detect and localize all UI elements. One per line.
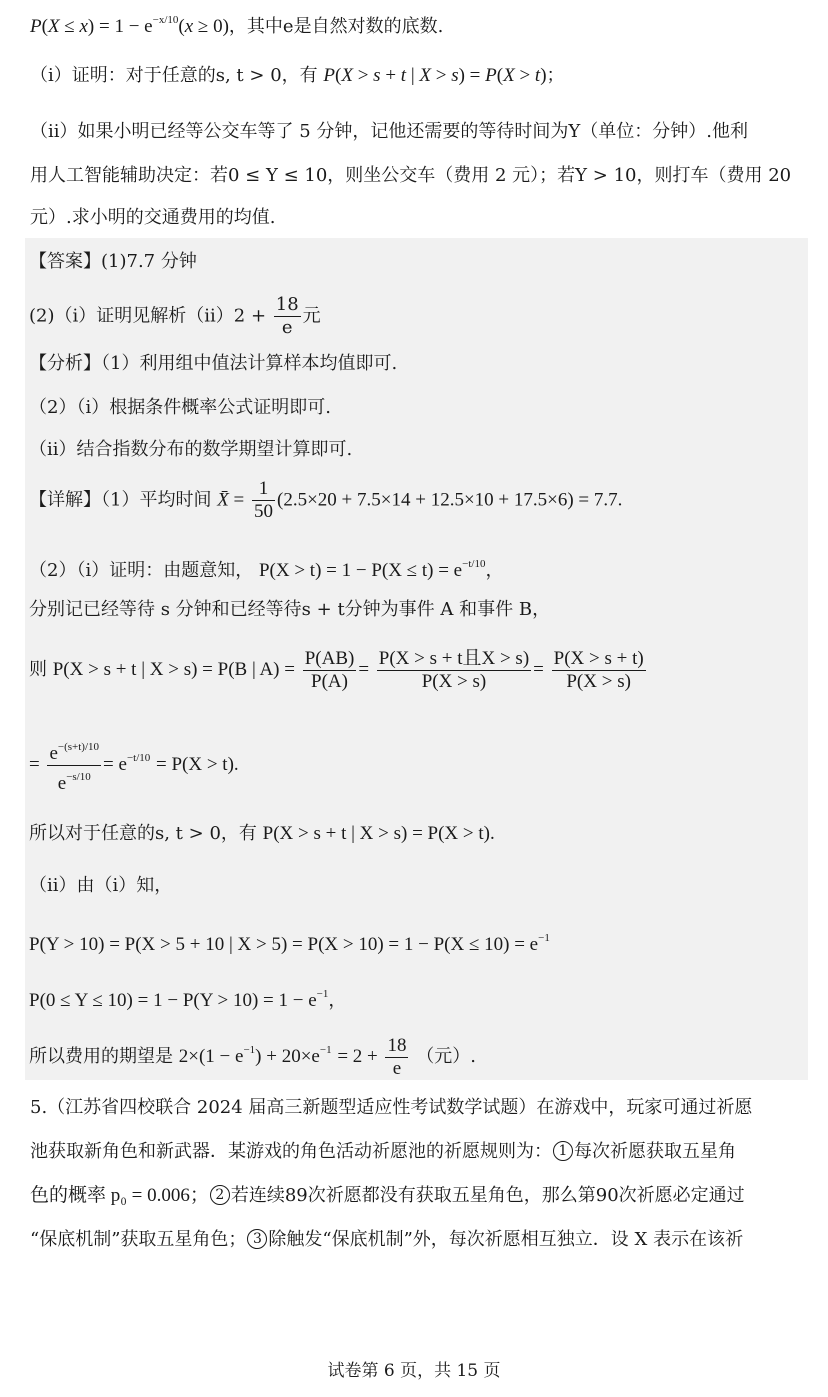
problem5-line-1: 5.（江苏省四校联合 2024 届高三新题型适应性考试数学试题）在游戏中，玩家可通过祈愿	[30, 1097, 753, 1118]
problem5-line4a-text: “保底机制”获取五星角色；	[30, 1229, 247, 1250]
cond-frac-3: $\frac{P(X > s + t)}{P(X > s)}$	[553, 647, 644, 692]
problem5-line3b-text: 若连续89次祈愿都没有获取五星角色，那么第90次祈愿必定通过	[230, 1185, 745, 1206]
part-ii-line-3: 元）.求小明的交通费用的均值.	[30, 207, 276, 228]
problem5-line-3	[30, 1182, 745, 1210]
page-footer: 试卷第 6 页，共 15 页	[327, 1361, 501, 1381]
cond-frac-1: $\frac{P(AB)}{P(A)}$	[304, 647, 355, 692]
answer2-den: e	[281, 317, 293, 338]
answer2-unit: 元	[302, 305, 321, 327]
expect-fraction: $\frac{18}{e}$	[387, 1034, 407, 1079]
problem5-line-2	[30, 1138, 736, 1166]
detail-line-2: （2）（i）证明：由题意知， $P(X > t) = 1 - P(X \le t) = e^{-t/10}$，	[29, 558, 504, 581]
analysis-line-3: （ii）结合指数分布的数学期望计算即可.	[29, 439, 353, 460]
expect-unit: （元）.	[416, 1046, 476, 1067]
exp-result: = P(X > t).	[156, 754, 239, 775]
answer2-prefix: (2)（i）证明见解析（ii）2 +	[29, 305, 267, 327]
py-gt-expr: P(Y > 10) = P(X > 5 + 10 | X > 5) = P(X > 10) = 1 − P(X ≤ 10) = e	[29, 934, 539, 955]
conclusion-expr: P(X > s + t | X > s) = P(X > t).	[262, 823, 495, 844]
conclusion-prefix: 所以对于任意的s, t > 0，有	[29, 823, 257, 844]
part-i-prefix: （i）证明：对于任意的s, t > 0，有	[30, 65, 318, 86]
analysis-line-1: 【分析】（1）利用组中值法计算样本均值即可.	[29, 353, 398, 374]
expect-tail: = 2 +	[337, 1046, 378, 1067]
problem5-line3a-text: 色的概率 p₀ = 0.006；	[30, 1185, 209, 1206]
cdf-formula-line: $P(X \le x) = 1 - e^{-x/10}(x \ge 0)$，其中e是自然对数的底数.	[30, 14, 444, 37]
answer-line-1: 【答案】(1)7.7 分钟	[29, 251, 197, 272]
cond-prefix: 则	[29, 659, 47, 680]
expect-mid: ) + 20×e	[255, 1046, 320, 1067]
py-gt-line: P(Y > 10) = P(X > 5 + 10 | $X > 5) = P(X > 10) = 1 - P(X \le 10) = e^{-1}$	[29, 932, 550, 955]
part-ii-line-2: 用人工智能辅助决定：若0 ≤ Y ≤ 10，则坐公交车（费用 2 元）；若Y > 10，则打车（费用 20	[30, 165, 792, 186]
analysis-line-2: （2）（i）根据条件概率公式证明即可.	[29, 397, 331, 418]
exponent-ratio-line: = $\frac{e^{-(s+t)/10}}{e^{-s/10}}$ = $e^{-t/10} = P(X > t)$.	[29, 732, 239, 795]
ii-intro-line: （ii）由（i）知，	[29, 875, 173, 896]
cond-frac-2: $\frac{\text{P(X > s + t且X > s)}}{P(X > s)}$	[378, 647, 530, 692]
cond-expr: P(X > s + t | X > s) = P(B | A) =	[52, 659, 295, 680]
circled-number-3: 3	[247, 1229, 267, 1249]
py-le-line: $P(0 \le Y \le 10) = 1 - P(Y > 10) = 1 - e^{-1}$，	[29, 988, 347, 1011]
detail1-prefix: 【详解】（1）平均时间	[29, 489, 212, 511]
part-ii-line-1: （ii）如果小明已经等公交车等了 5 分钟，记他还需要的等待时间为Y（单位：分钟）.他利	[30, 121, 749, 142]
answer2-fraction	[274, 294, 301, 339]
part-i-line: （i）证明：对于任意的s, t > 0，有 P(X > s + t | X > s) = P(X > t)；	[30, 65, 565, 86]
problem5-line2b-text: 每次祈愿获取五星角	[574, 1141, 736, 1162]
problem5-line-4	[30, 1226, 743, 1254]
detail-line-1: 【详解】（1）平均时间 X̄ = $\frac{1}{50}$ (2.5×20 + 7.5×14 + 12.5×10 + 17.5×6) = 7.7.	[29, 478, 623, 522]
circled-number-1: 1	[553, 1141, 573, 1161]
conclusion-line	[29, 820, 495, 848]
expectation-line: 所以费用的期望是 $2\times(1 - e^{-1}) + 20\times e^{-1} = 2$ + $\frac{18}{e}$ （元）.	[29, 1034, 476, 1079]
detail1-fraction: $\frac{1}{50}$	[254, 478, 273, 522]
answer-line-2	[29, 294, 321, 339]
detail2-prefix: （2）（i）证明：由题意知，	[29, 560, 254, 581]
cdf-tail-text: ，其中e是自然对数的底数.	[228, 16, 444, 37]
events-line: 分别记已经等待 s 分钟和已经等待s + t分钟为事件 A 和事件 B，	[29, 599, 551, 620]
expect-expr: 2×(1 − e	[178, 1046, 244, 1067]
solution-box	[25, 238, 808, 1080]
problem5-line2-text: 池获取新角色和新武器．某游戏的角色活动祈愿池的祈愿规则为：	[30, 1141, 552, 1162]
expect-prefix: 所以费用的期望是	[29, 1046, 173, 1067]
exp-fraction: $\frac{e^{-(s+t)/10}}{e^{-s/10}}$	[47, 736, 101, 795]
detail1-expr: (2.5×20 + 7.5×14 + 12.5×10 + 17.5×6) = 7.7.	[277, 489, 623, 511]
problem5-line4b-text: 除触发“保底机制”外，每次祈愿相互独立．设 X 表示在该祈	[268, 1229, 744, 1250]
detail2-expr: P(X > t) = 1 − P(X ≤ t) = e	[258, 560, 463, 581]
py-le-expr: P(0 ≤ Y ≤ 10) = 1 − P(Y > 10) = 1 − e	[29, 990, 317, 1011]
circled-number-2: 2	[210, 1185, 230, 1205]
conditional-line: 则 P(X > s + t | X > s) = P(B | A) = $\frac{P(AB)}{P(A)}$ = $\frac{\text{P(X > s + t且X > s)}}{P(X > s)}$ = $\frac{P(X > s + t)}{P(X > s)}$	[29, 647, 644, 692]
answer2-num: 18	[275, 294, 299, 315]
